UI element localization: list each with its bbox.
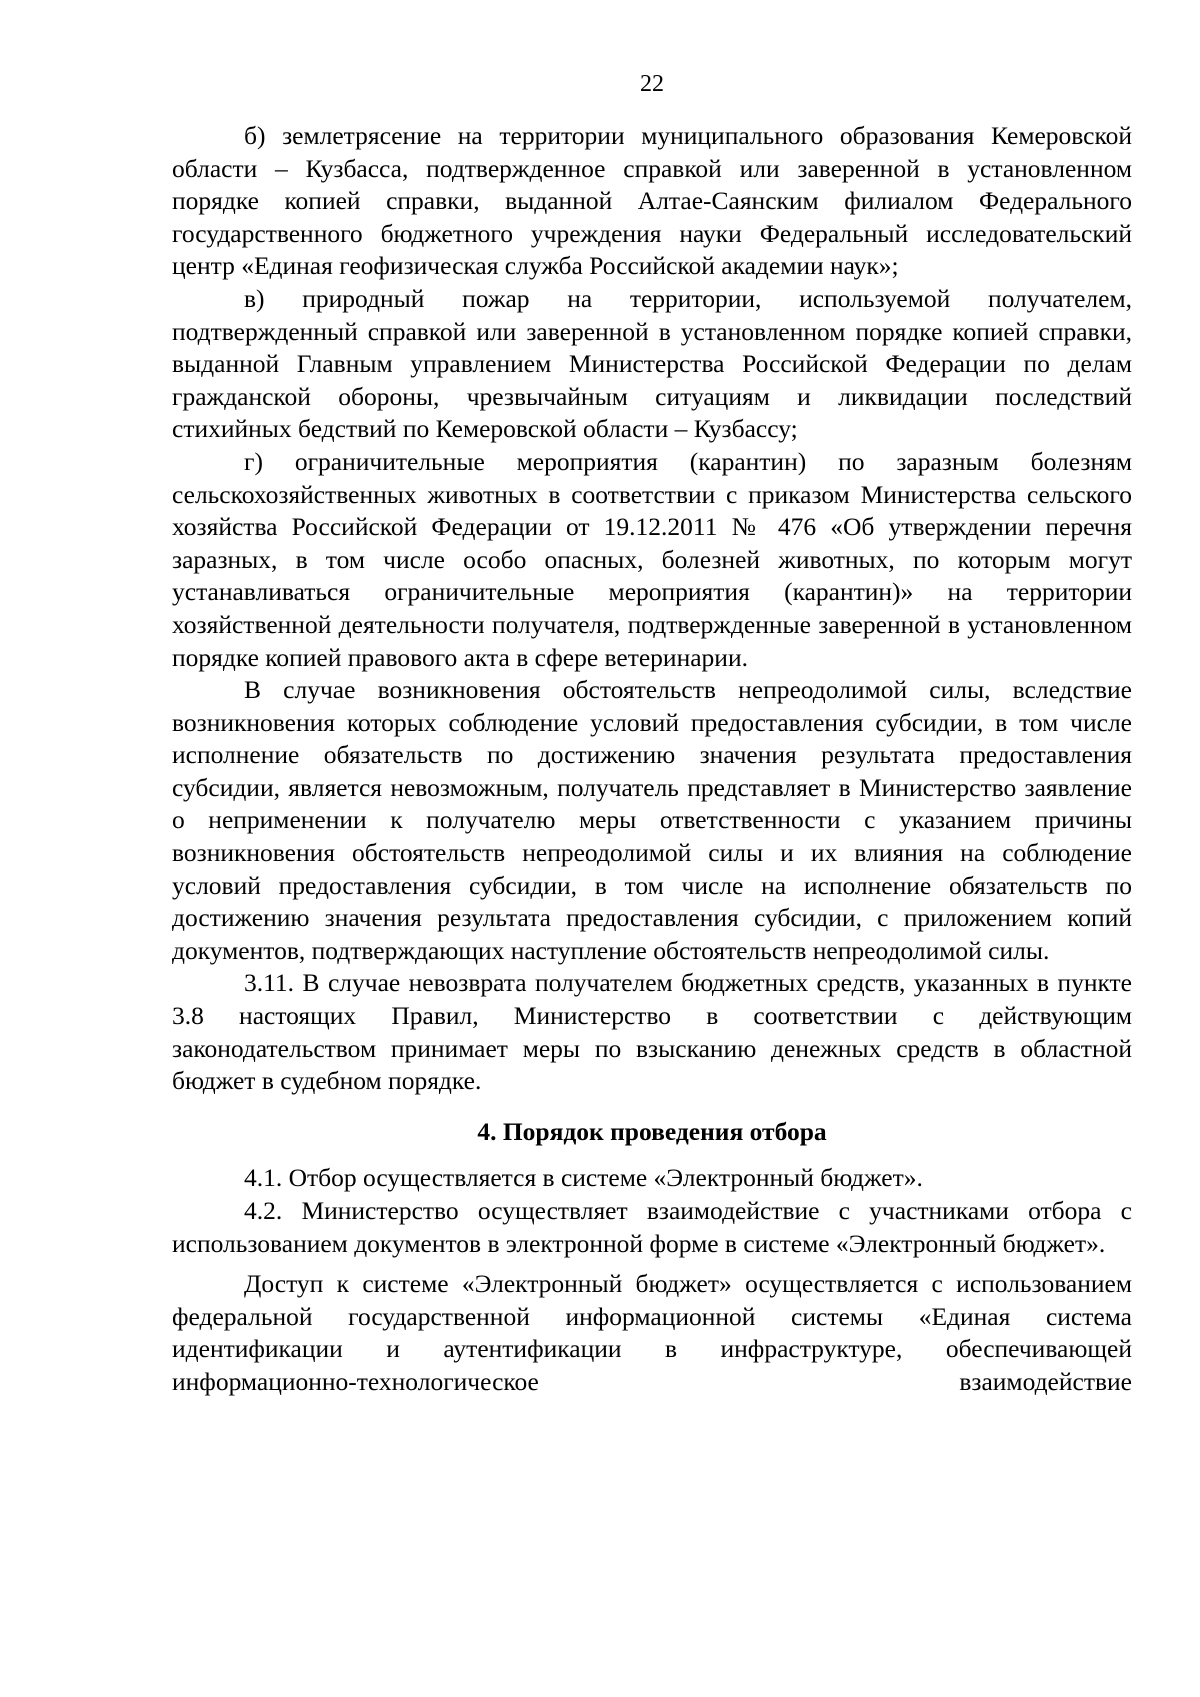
paragraph-4-2: 4.2. Министерство осуществляет взаимодействие с участниками отбора с использованием документов в электронной форме в системе «Электронный бюджет». [172, 1196, 1132, 1258]
paragraph-access: Доступ к системе «Электронный бюджет» осуществляется с использованием федеральной государственной информационной системы «Единая система идентификации и аутентификации в инфраструктуре, обеспечивающей информационно-технологическое взаимодействие [172, 1269, 1132, 1396]
paragraph-force-majeure: В случае возникновения обстоятельств непреодолимой силы, вследствие возникновения которых соблюдение условий предоставления субсидии, в том числе исполнение обязательств по достижению значения результата предоставления субсидии, является невозможным, получатель представляет в Министерство заявление о неприменении к получателю меры ответственности с указанием причины возникновения обстоятельств непреодолимой силы и их влияния на соблюдение условий предоставления субсидии, в том числе на исполнение обязательств по достижению значения результата предоставления субсидии, с приложением копий документов, подтверждающих наступление обстоятельств непреодолимой силы. [172, 675, 1132, 965]
paragraph-quarantine: г) ограничительные мероприятия (карантин) по заразным болезням сельскохозяйственных животных в соответствии с приказом Министерства сельского хозяйства Российской Федерации от 19.12.2011 № 476 «Об утверждении перечня заразных, в том числе особо опасных, болезней животных, по которым могут устанавливаться ограничительные мероприятия (карантин)» на территории хозяйственной деятельности получателя, подтвержденные заверенной в установленном порядке копией правового акта в сфере ветеринарии. [172, 446, 1132, 672]
paragraph-3-11: 3.11. В случае невозврата получателем бюджетных средств, указанных в пункте 3.8 настоящих Правил, Министерство в соответствии с действующим законодательством принимает меры по взысканию денежных средств в областной бюджет в судебном порядке. [172, 968, 1132, 1096]
paragraph-4-1: 4.1. Отбор осуществляется в системе «Электронный бюджет». [244, 1163, 923, 1193]
document-body [172, 120, 1132, 1399]
section-heading: 4. Порядок проведения отбора [477, 1116, 827, 1146]
paragraph-wildfire: в) природный пожар на территории, используемой получателем, подтвержденный справкой или заверенной в установленном порядке копией справки, выданной Главным управлением Министерства Российской Федерации по делам гражданской обороны, чрезвычайным ситуациям и ликвидации последствий стихийных бедствий по Кемеровской области – Кузбассу; [172, 283, 1132, 444]
page-number: 22 [640, 71, 664, 97]
paragraph-earthquake: б) землетрясение на территории муниципального образования Кемеровской области – Кузбасса, подтвержденное справкой или заверенной в установленном порядке копией справки, выданной Алтае-Саянским филиалом Федерального государственного бюджетного учреждения науки Федеральный исследовательский центр «Единая геофизическая служба Российской академии наук»; [172, 121, 1132, 281]
paragraph-gap [172, 1260, 1132, 1268]
